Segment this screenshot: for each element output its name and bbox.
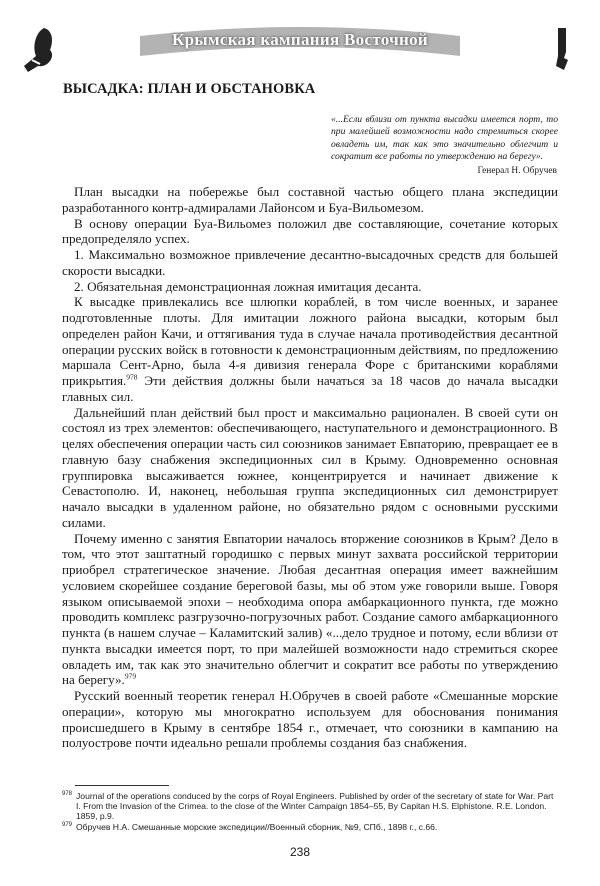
decorative-figure-right — [552, 26, 574, 79]
epigraph-author: Генерал Н. Обручев — [477, 166, 557, 176]
paragraph — [62, 531, 558, 689]
paragraph — [62, 247, 558, 279]
footnote-text: Journal of the operations conduced by the corps of Royal Engineers. Published by order of the secretary of state for War. Part I. From the Invasion of the Crimea. to the close of the Winter Campaign 1854–55, By Capitan H.S. Elphistone. R.E. London. 1859, p.9. — [76, 791, 554, 822]
paragraph-text: Русский военный теоретик генерал Н.Обручев в своей работе «Смешанные морские операции», которую мы многократно используем для обоснования понимания происшедшего в Крыму в сентябре 1854 г., отмечает, что союзники в кампанию на полуострове почти идеально решали проблемы создания баз снабжения. — [62, 688, 558, 751]
paragraph — [62, 279, 558, 295]
paragraph — [62, 405, 558, 531]
footnote-text: Обручев Н.А. Смешанные морские экспедиции//Военный сборник, №9, СПб., 1898 г., с.66. — [76, 821, 438, 832]
paragraph-text: Почему именно с занятия Евпатории началось вторжение союзников в Крым? Дело в том, что этот заштатный городишко с первых минут захвата российской территории приобрел стратегическое значение. Любая десантная операция имеет важнейшим условием скорейшее создание береговой базы, мы об этом уже говорили выше. Говоря языком описываемой эпохи – необходима опора амбаркационного пункта, где можно проводить комплекс разгрузочно-погрузочных работ. Создание самого амбаркационного пункта (в нашем случае – Каламитский залив) «...дело трудное и потому, если вблизи от пункта высадки имеется порт, то при малейшей возможности надо стремиться скорее овладеть им, так как это значительно облегчит и сократит все работы по утверждению на берегу». — [62, 530, 558, 688]
paragraph-text: План высадки на побережье был составной частью общего плана экспедиции разработанного контр-адмиралами Лайонсом и Буа-Вильомезом. — [62, 184, 558, 215]
paragraph — [62, 294, 558, 404]
footnote-ref[interactable]: 979 — [124, 671, 137, 681]
running-title: Крымская кампания Восточной — [172, 30, 428, 49]
footnote-divider — [75, 785, 169, 786]
footnote — [62, 822, 558, 832]
footnote-ref[interactable]: 978 — [126, 372, 138, 382]
paragraph-text: В основу операции Буа-Вильомез положил две составляющие, сочетание которых предопределяло успех. — [62, 215, 558, 247]
paragraph — [62, 216, 558, 248]
footnote-number: 978 — [62, 791, 73, 797]
paragraph-text: Эти действия должны были начаться за 18 часов до начала высадки главных сил. — [62, 373, 558, 404]
footnote — [62, 791, 558, 822]
section-title: ВЫСАДКА: ПЛАН И ОБСТАНОВКА — [63, 81, 316, 97]
paragraph-text: К высадке привлекались все шлюпки кораблей, в том числе военных, и заранее подготовленные плоты. Для имитации ложного района высадки, которым был определен район Качи, и оттягивания туда в случае начала противодействия десантной операции русских войск в готовности к демонстрационным действиям, по предложению маршала Сент-Арно, была 4-я дивизия генерала Форе с британскими кораблями прикрытия. — [62, 294, 558, 388]
paragraph — [62, 688, 558, 751]
paragraph-text: 2. Обязательная демонстрационная ложная имитация десанта. — [74, 278, 422, 294]
footnote-number: 979 — [62, 821, 73, 828]
body-text — [62, 184, 558, 751]
paragraph-text: 1. Максимально возможное привлечение десантно-высадочных средств для большей скорости высадки. — [62, 247, 558, 278]
decorative-figure-left — [22, 26, 64, 79]
running-header-banner — [130, 22, 470, 62]
epigraph-quote: «...Если вблизи от пункта высадки имеется порт, то при малейшей возможности надо стремиться скорее овладеть им, так как это значительно облегчит и сократит все работы по утверждению на берегу». — [331, 114, 558, 163]
page-number: 238 — [289, 845, 311, 859]
paragraph-text: Дальнейший план действий был прост и максимально рационален. В своей сути он состоял из трех элементов: обеспечивающего, наступательного и демонстрационного. В целях обеспечения операции часть сил союзников занимает Евпаторию, превращает ее в главную базу снабжения экспедиционных сил в Крыму. Одновременно основная группировка высаживается южнее, концентрируется и начинает движение к Севастополю. И, наконец, небольшая группа экспедиционных сил демонстрирует начало высадки в удаленном районе, но обязательно рядом с основными русскими силами. — [62, 404, 558, 530]
footnotes — [62, 791, 558, 832]
paragraph — [62, 184, 558, 216]
